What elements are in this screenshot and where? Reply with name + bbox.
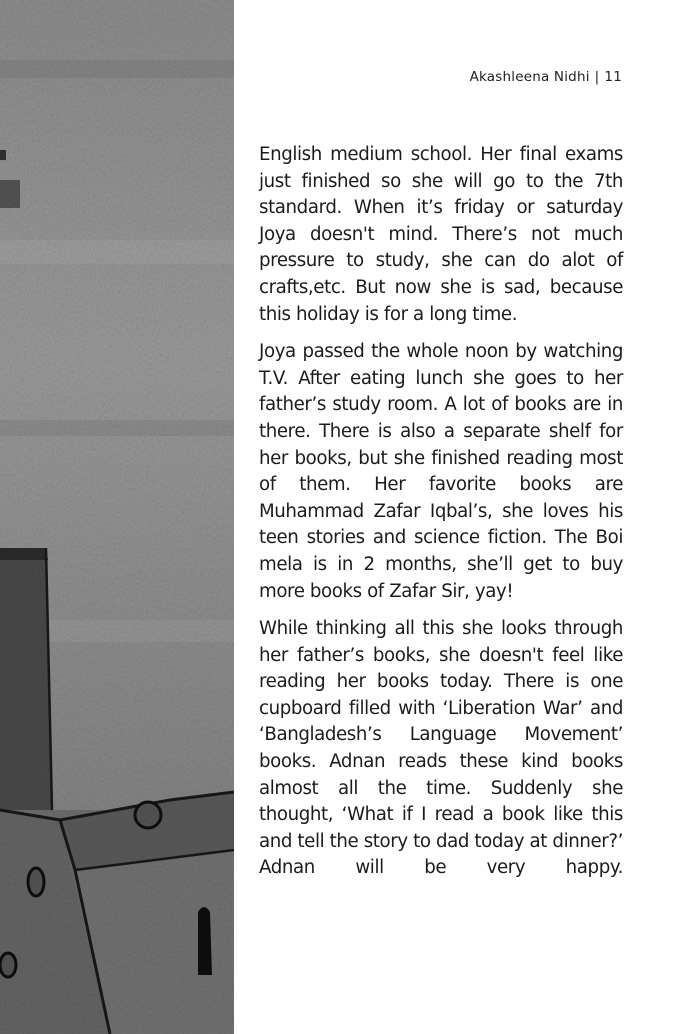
header-separator: | <box>594 69 600 85</box>
paragraph: While thinking all this she looks through her father’s books, she doesn't feel like reading her books today. There is one cupboard filled with ‘Liberation War’ and ‘Bangladesh’s Language Movement’ books. Adnan reads these kind books almost all the time. Suddenly she thought, ‘What if I read a book like this and tell the story to dad today at dinner?’ Adnan will be very happy. <box>259 618 623 879</box>
paragraph: English medium school. Her final exams just finished so she will go to the 7th standard. When it’s friday or saturday Joya doesn't mind. There’s not much pressure to study, she can do alot of crafts,etc. But now she is sad, because this holiday is for a long time. <box>259 144 623 325</box>
running-header <box>470 69 622 85</box>
body-text <box>259 142 623 893</box>
paragraph: Joya passed the whole noon by watching T.V. After eating lunch she goes to her father’s study room. A lot of books are in there. There is also a separate shelf for her books, but she finished reading most of them. Her favorite books are Muhammad Zafar Iqbal’s, she loves his teen stories and science fiction. The Boi mela is in 2 months, she’ll get to buy more books of Zafar Sir, yay! <box>259 341 623 602</box>
page-illustration <box>0 0 234 1034</box>
author-name: Akashleena Nidhi <box>469 69 590 85</box>
page-number: 11 <box>604 69 622 85</box>
